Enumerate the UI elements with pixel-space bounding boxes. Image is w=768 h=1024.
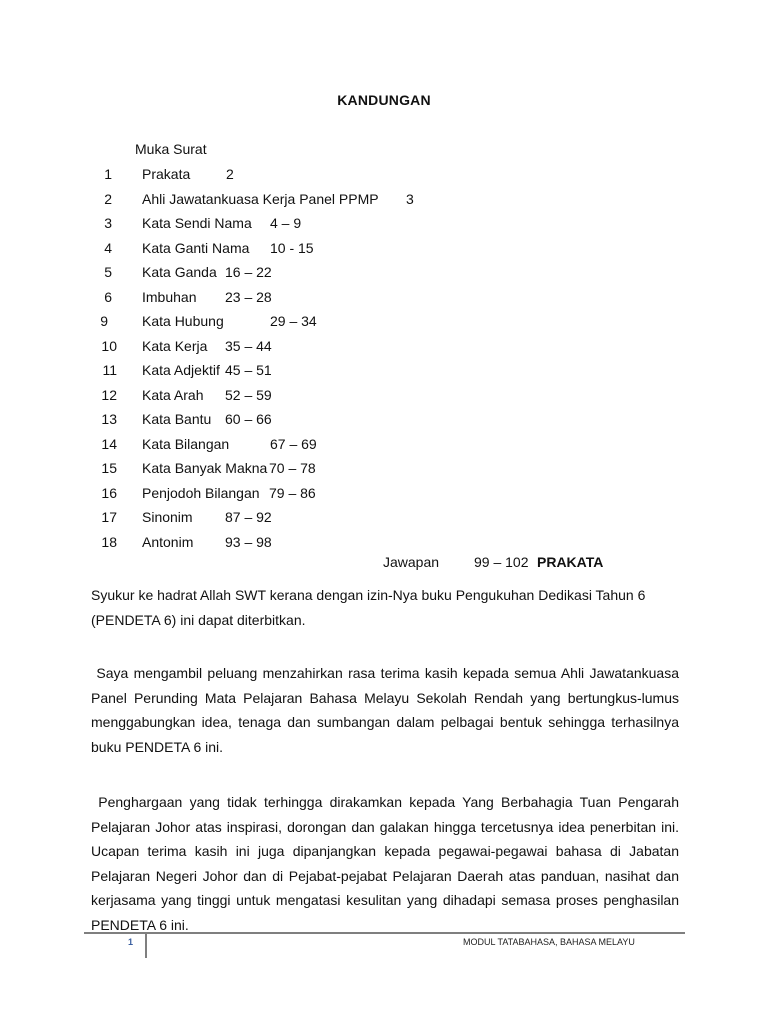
- toc-label: Kata Ganti Nama: [142, 239, 250, 256]
- paragraph-2: [91, 661, 679, 759]
- toc-page: 23 – 28: [225, 288, 272, 305]
- footer-rule: [84, 932, 685, 934]
- toc-page: 3: [406, 190, 414, 207]
- toc-page: 35 – 44: [225, 337, 272, 354]
- toc-label: Antonim: [142, 533, 194, 550]
- toc-row: [0, 386, 768, 404]
- toc-row: [0, 410, 768, 428]
- toc-label: Kata Hubung: [142, 313, 224, 329]
- paragraph-3-text: Penghargaan yang tidak terhingga dirakamkan kepada Yang Berbahagia Tuan Pengarah Pelajaran Johor atas inspirasi, dorongan dan galakan hingga tercetusnya idea penerbitan ini. Ucapan terima kasih ini juga dipanjangkan kepada pegawai-pegawai bahasa di Jabatan Pelajaran Negeri Johor dan di Pejabat-pejabat Pelajaran Daerah atas panduan, nasihat dan kerjasama yang tinggi untuk mengatasi kesulitan yang dihadapi semasa proses penghasilan PENDETA 6 ini.: [91, 794, 680, 933]
- toc-row: [0, 484, 768, 502]
- toc-label: Kata Ganda: [142, 264, 217, 280]
- toc-row: [0, 214, 768, 232]
- toc-label: Kata Arah: [142, 386, 204, 403]
- toc-number: 11: [102, 362, 117, 378]
- toc-page: 93 – 98: [225, 533, 272, 550]
- toc-number: 1: [104, 166, 112, 182]
- toc-label: Sinonim: [142, 509, 193, 525]
- toc-label: Kata Bantu: [142, 411, 212, 427]
- toc-number: 3: [104, 215, 112, 231]
- toc-page: 4 – 9: [270, 215, 302, 231]
- toc-number: 9: [100, 313, 108, 329]
- paragraph-2-text: Saya mengambil peluang menzahirkan rasa terima kasih kepada semua Ahli Jawatankuasa Panel Perunding Mata Pelajaran Bahasa Melayu Sekolah Rendah yang bertungkus-lumus menggabungkan idea, tenaga dan sumbangan dalam pelbagai bentuk sehingga terhasilnya buku PENDETA 6 ini.: [91, 665, 680, 755]
- toc-row: [0, 288, 768, 306]
- toc-number: 2: [104, 190, 112, 207]
- toc-label: Imbuhan: [142, 288, 197, 305]
- paragraph-3: [91, 790, 679, 937]
- paragraph-1: Syukur ke hadrat Allah SWT kerana dengan izin-Nya buku Pengukuhan Dedikasi Tahun 6 (PENDETA 6) ini dapat diterbitkan.: [91, 587, 646, 628]
- toc-number: 4: [104, 239, 112, 256]
- jawapan-label: Jawapan: [383, 554, 440, 570]
- page-column-heading: Muka Surat: [135, 141, 207, 157]
- toc-page: 10 - 15: [270, 239, 314, 256]
- toc-page: 60 – 66: [225, 411, 272, 427]
- page-title: KANDUNGAN: [337, 92, 431, 108]
- toc-row: [0, 165, 768, 183]
- toc-page: 67 – 69: [270, 435, 317, 452]
- toc-label: Kata Banyak Makna: [142, 460, 268, 476]
- page-number: 1: [128, 937, 134, 947]
- toc-label: Prakata: [142, 166, 191, 182]
- toc-row: [0, 459, 768, 477]
- toc-number: 12: [101, 386, 117, 403]
- toc-label: Kata Sendi Nama: [142, 215, 252, 231]
- toc-label: Ahli Jawatankuasa Kerja Panel PPMP: [142, 190, 379, 207]
- toc-row: [0, 239, 768, 257]
- toc-row: [0, 361, 768, 379]
- toc-label: Kata Bilangan: [142, 435, 230, 452]
- jawapan-pages: 99 – 102: [474, 554, 529, 570]
- toc-page: 29 – 34: [270, 313, 317, 329]
- toc-row: [0, 508, 768, 526]
- toc-page: 52 – 59: [225, 386, 272, 403]
- toc-row: [0, 533, 768, 551]
- toc-row: [0, 263, 768, 281]
- toc-page: 16 – 22: [225, 264, 272, 280]
- toc-number: 13: [101, 411, 117, 427]
- footer-divider: [145, 934, 147, 958]
- toc-label: Kata Kerja: [142, 337, 208, 354]
- toc-number: 6: [104, 288, 112, 305]
- toc-row: [0, 337, 768, 355]
- toc-row: [0, 312, 768, 330]
- toc-number: 16: [101, 484, 117, 501]
- toc-page: 79 – 86: [269, 484, 316, 501]
- footer-text: MODUL TATABAHASA, BAHASA MELAYU: [463, 937, 635, 947]
- toc-page: 70 – 78: [269, 460, 316, 476]
- toc-page: 87 – 92: [225, 509, 272, 525]
- toc-number: 18: [101, 533, 117, 550]
- toc-label: Kata Adjektif: [142, 362, 220, 378]
- toc-number: 14: [101, 435, 117, 452]
- toc-row: [0, 190, 768, 208]
- toc-number: 15: [101, 460, 117, 476]
- prakata-heading: PRAKATA: [537, 554, 604, 570]
- toc-row: [0, 435, 768, 453]
- toc-number: 5: [104, 264, 112, 280]
- toc-page: 45 – 51: [225, 362, 272, 378]
- toc-label: Penjodoh Bilangan: [142, 484, 260, 501]
- toc-number: 10: [101, 337, 117, 354]
- toc-number: 17: [101, 509, 117, 525]
- toc-page: 2: [226, 166, 234, 182]
